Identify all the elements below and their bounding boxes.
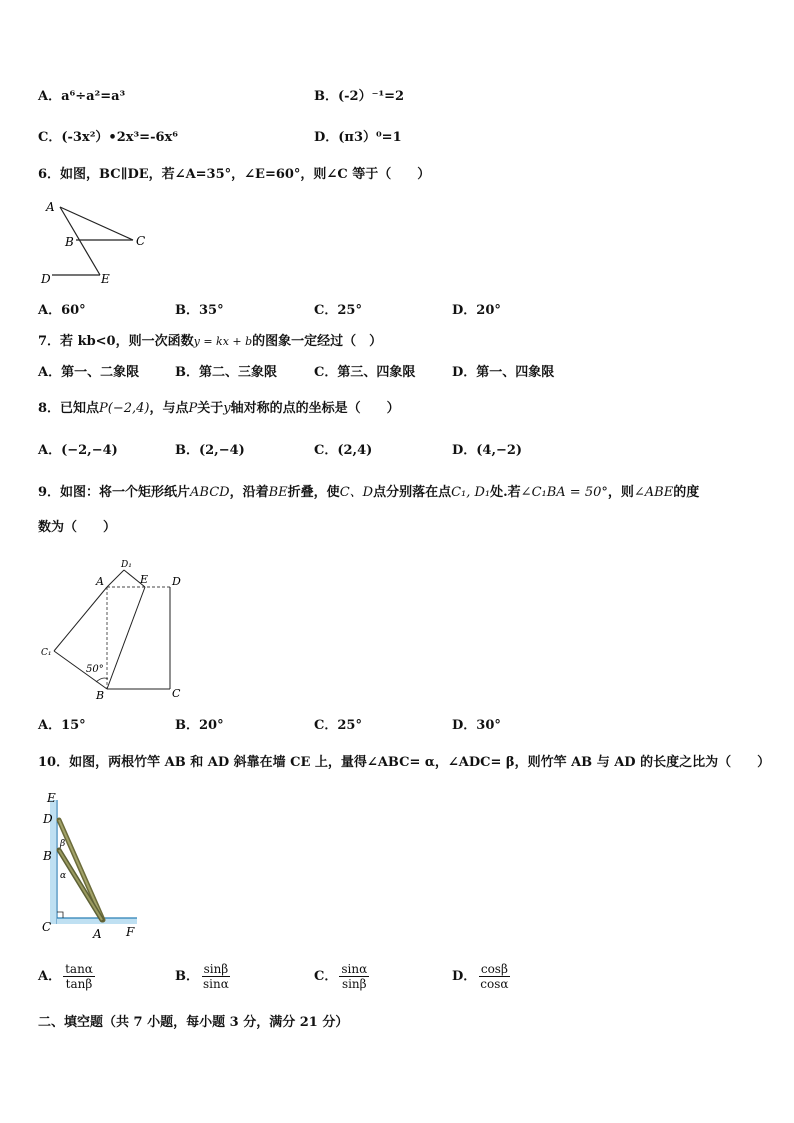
q10-option-b-den: sinα	[203, 977, 229, 991]
q10-label-f: F	[126, 925, 135, 939]
q8-stem-pre: 8．已知点	[38, 401, 100, 416]
q9-label-d: D	[172, 575, 181, 588]
q10-option-a-num: tanα	[65, 962, 93, 976]
q9-label-a: A	[96, 575, 104, 588]
q10-option-b-num: sinβ	[203, 962, 229, 976]
q10-stem: 10．如图，两根竹竿 AB 和 AD 斜靠在墙 CE 上，量得∠ABC= α，∠ADC= β，则竹竿 AB 与 AD 的长度之比为（ ）	[38, 755, 771, 770]
q6-label-b: B	[65, 235, 74, 249]
q8-option-a: A．(−2,−4)	[38, 443, 118, 458]
q6-label-a: A	[46, 200, 55, 214]
q8-option-c: C．(2,4)	[314, 443, 373, 458]
q10-label-a: A	[93, 927, 102, 941]
q8-stem-post: 轴对称的点的坐标是（ ）	[230, 401, 400, 416]
q8-p: P	[188, 401, 198, 416]
q9-option-a: A．15°	[38, 718, 86, 733]
q9-option-d: D．30°	[452, 718, 501, 733]
q6-stem: 6．如图，BC∥DE，若∠A=35°，∠E=60°，则∠C 等于（ ）	[38, 167, 431, 182]
q10-label-b: B	[43, 849, 52, 863]
q7-option-a: A．第一、二象限	[38, 365, 140, 380]
q5-option-c: C．(-3x²）•2x³=-6x⁶	[38, 130, 178, 145]
q6-label-e: E	[101, 272, 110, 286]
q7-option-d: D．第一、四象限	[452, 365, 555, 380]
q9-stem-post: 的度	[673, 485, 700, 500]
q8-point: P(−2,4)	[99, 401, 150, 416]
q6-option-c: C．25°	[314, 303, 362, 318]
q9-stem-mid: ，沿着	[229, 485, 269, 500]
q10-option-a-fraction	[63, 962, 95, 991]
q6-figure	[38, 197, 150, 289]
q10-option-a-letter: A．	[38, 969, 62, 984]
q9-figure	[38, 556, 188, 702]
q10-option-d-den: cosα	[480, 977, 509, 991]
q9-abcd: ABCD	[190, 485, 230, 500]
q9-label-e: E	[140, 573, 149, 586]
q7-stem-pre: 7．若 kb<0，则一次函数	[38, 334, 194, 349]
q10-label-alpha: α	[60, 871, 67, 881]
q9-stem-mid3: 点分别落在点	[373, 485, 452, 500]
q9-label-b: B	[96, 689, 105, 702]
q10-option-c-num: sinα	[341, 962, 368, 976]
section-2-heading: 二、填空题（共 7 小题，每小题 3 分，满分 21 分）	[38, 1015, 349, 1030]
q8-stem-mid2: 关于	[197, 401, 224, 416]
q10-figure	[38, 790, 142, 942]
q6-label-c: C	[136, 234, 146, 248]
q8-option-d: D．(4,−2)	[452, 443, 523, 458]
q9-stem-mid4: 处.若	[490, 485, 521, 500]
q9-option-b: B．20°	[175, 718, 224, 733]
q5-option-d: D．(π3）⁰=1	[314, 130, 402, 145]
q6-option-d: D．20°	[452, 303, 501, 318]
q7-option-c: C．第三、四象限	[314, 365, 416, 380]
q9-abe: ∠ABE	[633, 485, 674, 500]
q10-label-d: D	[43, 812, 53, 826]
q10-option-d-letter: D．	[452, 969, 477, 984]
q9-stem-line1	[38, 485, 699, 501]
q10-label-e: E	[47, 791, 56, 805]
q10-option-a	[38, 962, 95, 991]
q10-label-c: C	[42, 920, 52, 934]
q9-angle: ∠C₁BA = 50°	[520, 485, 608, 500]
q9-label-d1: D₁	[121, 560, 132, 570]
q9-cd: C、D	[339, 485, 374, 500]
q10-option-b-letter: B．	[175, 969, 199, 984]
q8-stem-mid: ，与点	[149, 401, 189, 416]
q10-option-c-fraction	[339, 962, 369, 991]
q8-stem	[38, 401, 400, 417]
q7-option-b: B．第二、三象限	[175, 365, 277, 380]
q6-label-d: D	[41, 272, 51, 286]
q8-option-b: B．(2,−4)	[175, 443, 245, 458]
q10-option-d-num: cosβ	[480, 962, 508, 976]
q10-option-c-den: sinβ	[341, 977, 367, 991]
q10-label-beta: β	[60, 839, 66, 849]
q7-stem	[38, 334, 382, 350]
q9-c1d1: C₁, D₁	[451, 485, 491, 500]
q9-stem-mid5: ，则	[607, 485, 634, 500]
q10-option-c	[314, 962, 369, 991]
q10-option-d	[452, 962, 511, 991]
q10-option-b	[175, 962, 231, 991]
q9-stem-mid2: 折叠，使	[287, 485, 340, 500]
q8-axis: y	[223, 401, 231, 416]
q7-function: y = kx + b	[193, 335, 253, 348]
q10-option-a-den: tanβ	[65, 977, 93, 991]
q9-label-angle: 50°	[86, 664, 104, 675]
q10-option-d-fraction	[478, 962, 510, 991]
q9-stem-line2: 数为（ ）	[38, 520, 117, 535]
q9-be: BE	[268, 485, 288, 500]
q5-option-b: B．(-2）⁻¹=2	[314, 89, 405, 104]
q10-option-b-fraction	[201, 962, 231, 991]
q10-option-c-letter: C．	[314, 969, 338, 984]
q6-option-b: B．35°	[175, 303, 224, 318]
q9-stem-pre: 9．如图：将一个矩形纸片	[38, 485, 191, 500]
q9-label-c: C	[172, 687, 181, 700]
q7-stem-post: 的图象一定经过（ ）	[252, 334, 383, 349]
q9-option-c: C．25°	[314, 718, 362, 733]
q6-option-a: A．60°	[38, 303, 86, 318]
q9-label-c1: C₁	[41, 648, 52, 658]
q5-option-a: A．a⁶÷a²=a³	[38, 89, 126, 104]
